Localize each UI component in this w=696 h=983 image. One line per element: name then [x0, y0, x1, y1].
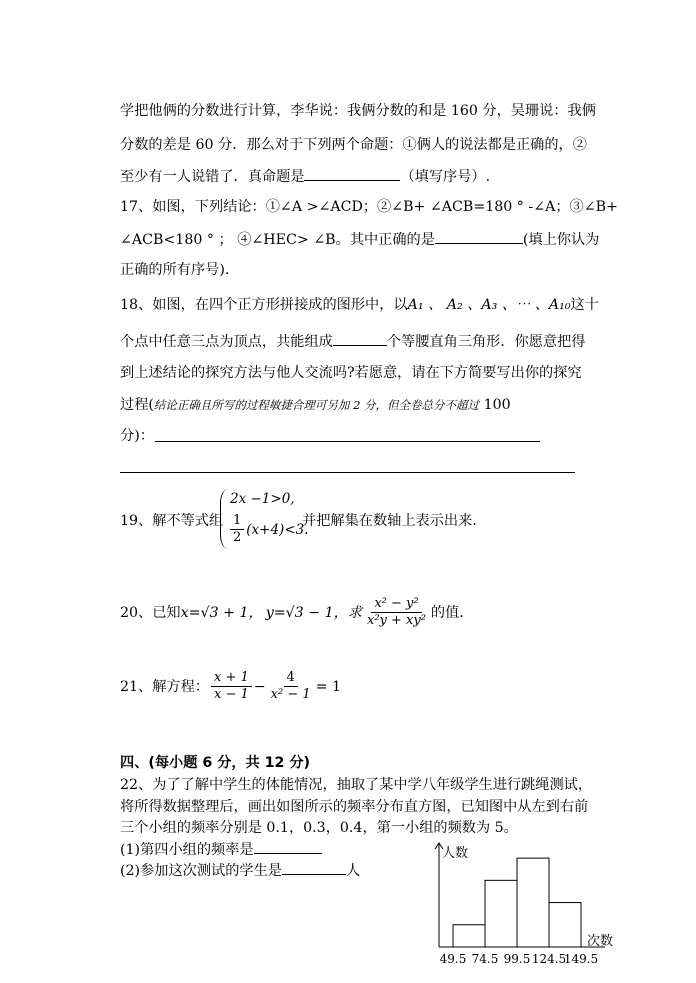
- q16-line3: [120, 166, 490, 187]
- q18-line4: [120, 395, 511, 415]
- q18-points: A₁ 、 A₂ 、A₃ 、⋯ 、A₁₀: [407, 297, 571, 313]
- q22-sub2-blank[interactable]: [282, 860, 346, 875]
- q22-line1: 22、为了了解中学生的体能情况，抽取了某中学八年级学生进行跳绳测试，: [120, 777, 593, 793]
- q17-line2-tail: (填上你认为: [522, 232, 600, 248]
- q18-line5-text: 分)：: [120, 428, 154, 444]
- q20-suffix: 的值.: [430, 604, 464, 621]
- q17-line3: 正确的所有序号).: [120, 262, 230, 278]
- x-tick-label: 99.5: [503, 952, 531, 966]
- q22-line2: 将所得数据整理后，画出如图所示的频率分布直方图，已知图中从左到右前: [120, 799, 589, 815]
- q19-prefix: 19、解不等式组: [120, 513, 224, 529]
- q21-frac2: [268, 670, 314, 703]
- q16-line1: 学把他俩的分数进行计算，李华说：我俩分数的和是 160 分，吴珊说：我俩: [120, 103, 596, 119]
- q16-line3-text: 至少有一人说错了．真命题是: [120, 169, 305, 185]
- histogram-bar: [549, 903, 581, 947]
- q18-line2: [120, 331, 585, 352]
- y-axis-label: 人数: [442, 846, 469, 861]
- histogram-bar: [485, 880, 517, 947]
- q21-minus: −: [253, 678, 266, 695]
- q20-y: y=√3 − 1，求: [265, 604, 362, 621]
- q21-frac2-num: 4: [284, 670, 298, 687]
- histogram-layer: [435, 843, 613, 966]
- q20-line: [120, 596, 464, 629]
- q22-sub1: [120, 839, 322, 860]
- q18-line3: 到上述结论的探究方法与他人交流吗?若愿意，请在下方简要写出你的探究: [120, 365, 582, 381]
- histogram-bar: [453, 925, 485, 947]
- q19-half-den: 2: [233, 530, 242, 545]
- q18-line1: [120, 295, 599, 315]
- q18-answer-line-1[interactable]: [155, 441, 540, 442]
- q22-line3: 三个小组的频率分别是 0.1，0.3，0.4，第一小组的频数为 5。: [120, 820, 518, 836]
- q21-frac1-den: x − 1: [214, 687, 249, 702]
- q19-suffix: 并把解集在数轴上表示出来.: [302, 513, 477, 529]
- q18-line2-tail: 个等腰直角三角形．你愿意把得: [386, 334, 586, 350]
- q20-x: x=√3 + 1，: [180, 604, 263, 621]
- q19-half: [230, 513, 244, 546]
- q18-line2-text: 个点中任意三点为顶点，共能组成: [120, 334, 333, 350]
- q22-sub2: [120, 860, 360, 881]
- x-tick-label: 49.5: [439, 952, 467, 966]
- q19-inequality-system: [220, 487, 309, 553]
- x-tick-label: 149.5: [563, 952, 599, 966]
- q21-frac1-num: x + 1: [211, 670, 252, 687]
- q21-frac1: [211, 670, 252, 703]
- q18-line5: [120, 426, 154, 446]
- q18-line4-note: 结论正确且所写的过程敏捷合理可另加 2 分，但全卷总分不超过: [153, 398, 480, 412]
- frequency-histogram: [425, 833, 615, 983]
- q17-answer-blank[interactable]: [435, 229, 523, 244]
- q17-line2: [120, 229, 599, 250]
- q20-den: x²y + xy²: [366, 613, 426, 628]
- x-tick-label: 74.5: [471, 952, 499, 966]
- x-axis-label: 次数: [587, 934, 614, 949]
- q21-rhs: = 1: [315, 678, 342, 695]
- q19-eq1-text: 2x −1>0,: [230, 491, 295, 507]
- q21-line: [120, 670, 341, 703]
- q20-prefix: 20、已知: [120, 604, 181, 621]
- q17-line1: 17、如图，下列结论：①∠A >∠ACD；②∠B+ ∠ACB=180 ° -∠A；③∠B+: [120, 199, 618, 215]
- section4-title: 四、(每小题 6 分，共 12 分): [120, 755, 311, 771]
- x-tick-label: 124.5: [531, 952, 567, 966]
- q18-answer-blank[interactable]: [333, 331, 387, 346]
- q16-line2: 分数的差是 60 分．那么对于下列两个命题：①俩人的说法都是正确的，②: [120, 137, 587, 153]
- q22-sub1-text: (1)第四小组的频率是: [120, 842, 254, 858]
- q20-num: x² − y²: [371, 596, 421, 613]
- q18-answer-line-2[interactable]: [120, 472, 575, 473]
- q22-sub2-text: (2)参加这次测试的学生是: [120, 863, 282, 879]
- q19-eq2-rest: (x+4)<3.: [246, 521, 309, 538]
- q19-eq2: [228, 513, 309, 546]
- q19-eq1: [230, 491, 295, 507]
- q18-line1-text: 18、如图，在四个正方形拼接成的图形中，以: [120, 297, 408, 313]
- q18-line1-tail: 这十: [570, 297, 599, 313]
- q18-line4-text: 过程(: [120, 397, 154, 413]
- q22-sub2-unit: 人: [345, 863, 361, 879]
- q21-prefix: 21、解方程：: [120, 678, 209, 695]
- q21-frac2-den: x² − 1: [270, 687, 311, 702]
- q16-answer-blank[interactable]: [304, 166, 400, 181]
- q18-line4-score: 100: [483, 397, 511, 413]
- q17-line2-text: ∠ACB<180 ° ； ④∠HEC> ∠B。其中正确的是: [120, 232, 435, 248]
- q19-half-num: 1: [230, 513, 244, 530]
- q22-sub1-blank[interactable]: [254, 839, 322, 854]
- q20-fraction: [364, 596, 429, 629]
- q16-line3-tail: （填写序号）.: [400, 169, 491, 185]
- histogram-bar: [517, 858, 549, 947]
